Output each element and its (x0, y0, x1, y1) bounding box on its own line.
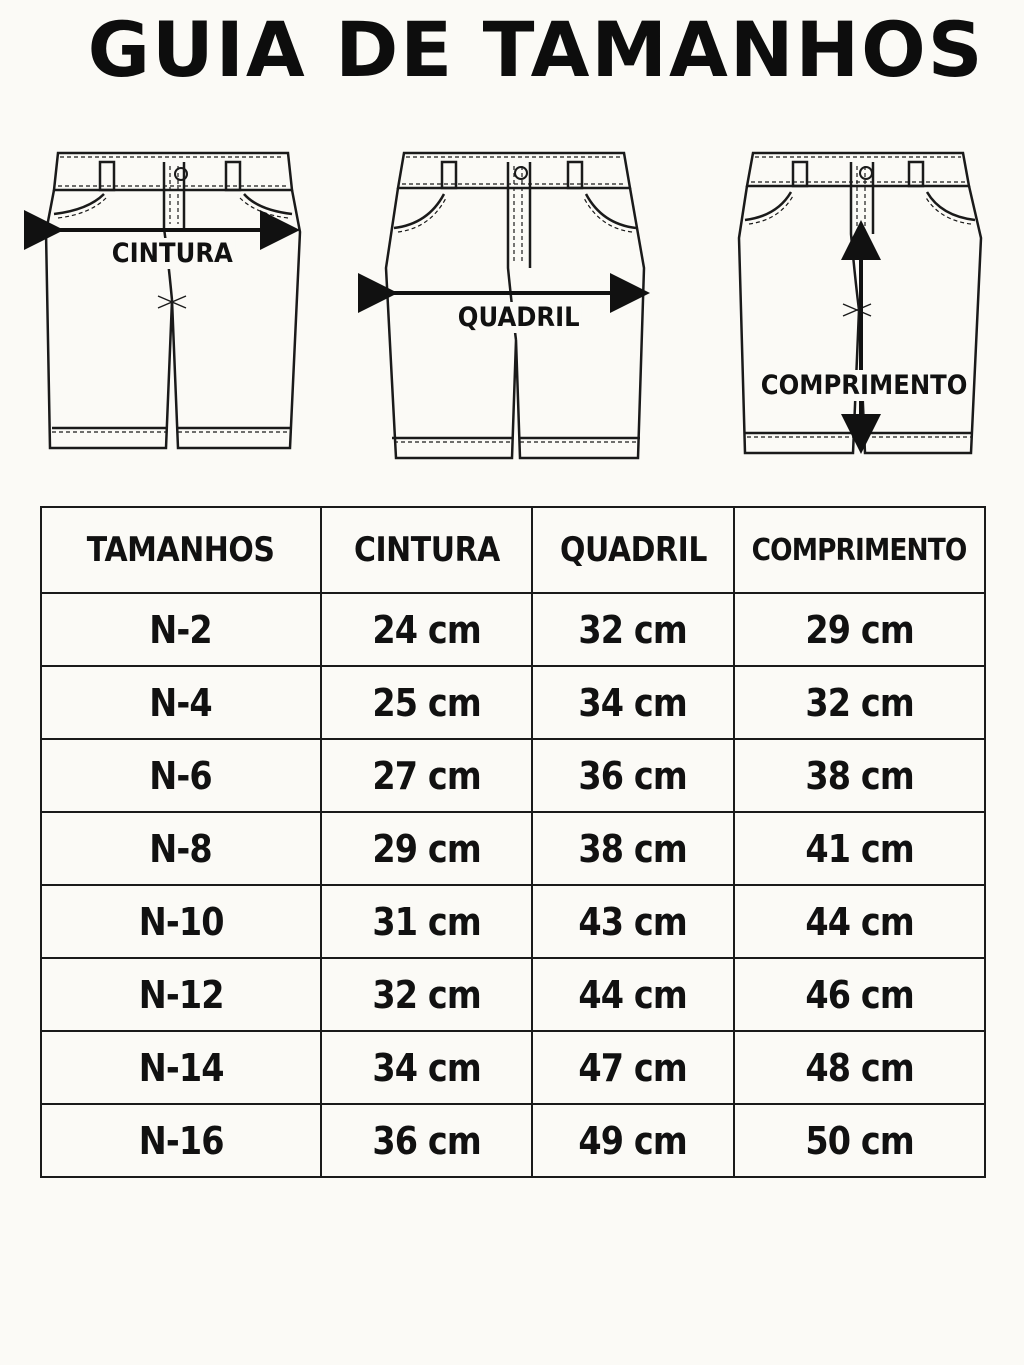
length-cell: 29 cm (734, 593, 985, 666)
hip-cell: 47 cm (532, 1031, 734, 1104)
table-row (41, 958, 985, 1031)
size-table (40, 506, 986, 1178)
column-header-length: COMPRIMENTO (734, 507, 985, 593)
waist-cell: 32 cm (321, 958, 532, 1031)
table-row (41, 666, 985, 739)
length-cell: 44 cm (734, 885, 985, 958)
size-cell: N-6 (41, 739, 321, 812)
size-cell: N-8 (41, 812, 321, 885)
waist-cell: 29 cm (321, 812, 532, 885)
hip-label: QUADRIL (457, 302, 580, 333)
hip-cell: 34 cm (532, 666, 734, 739)
size-cell: N-16 (41, 1104, 321, 1177)
table-row (41, 1104, 985, 1177)
column-header-sizes: TAMANHOS (41, 507, 321, 593)
hip-cell: 32 cm (532, 593, 734, 666)
waist-cell: 36 cm (321, 1104, 532, 1177)
column-header-hip: QUADRIL (532, 507, 734, 593)
length-cell: 38 cm (734, 739, 985, 812)
waist-cell: 34 cm (321, 1031, 532, 1104)
table-row (41, 593, 985, 666)
length-cell: 48 cm (734, 1031, 985, 1104)
waist-cell: 31 cm (321, 885, 532, 958)
waist-cell: 24 cm (321, 593, 532, 666)
shorts-icon (735, 148, 985, 463)
shorts-hip-illustration (380, 148, 655, 463)
length-label: COMPRIMENTO (760, 370, 968, 401)
shorts-waist-illustration (40, 148, 310, 463)
waist-cell: 27 cm (321, 739, 532, 812)
hip-cell: 44 cm (532, 958, 734, 1031)
size-cell: N-2 (41, 593, 321, 666)
table-row (41, 885, 985, 958)
length-cell: 50 cm (734, 1104, 985, 1177)
shorts-length-illustration (735, 148, 985, 463)
size-cell: N-10 (41, 885, 321, 958)
length-cell: 32 cm (734, 666, 985, 739)
size-cell: N-12 (41, 958, 321, 1031)
length-cell: 41 cm (734, 812, 985, 885)
table-row (41, 739, 985, 812)
page-title: GUIA DE TAMANHOS (87, 5, 985, 94)
column-header-waist: CINTURA (321, 507, 532, 593)
waist-label: CINTURA (111, 238, 233, 269)
size-cell: N-4 (41, 666, 321, 739)
shorts-icon (40, 148, 310, 463)
waist-cell: 25 cm (321, 666, 532, 739)
hip-cell: 38 cm (532, 812, 734, 885)
length-cell: 46 cm (734, 958, 985, 1031)
table-header-row (41, 507, 985, 593)
table-row (41, 812, 985, 885)
hip-cell: 49 cm (532, 1104, 734, 1177)
table-row (41, 1031, 985, 1104)
hip-cell: 43 cm (532, 885, 734, 958)
hip-cell: 36 cm (532, 739, 734, 812)
size-cell: N-14 (41, 1031, 321, 1104)
